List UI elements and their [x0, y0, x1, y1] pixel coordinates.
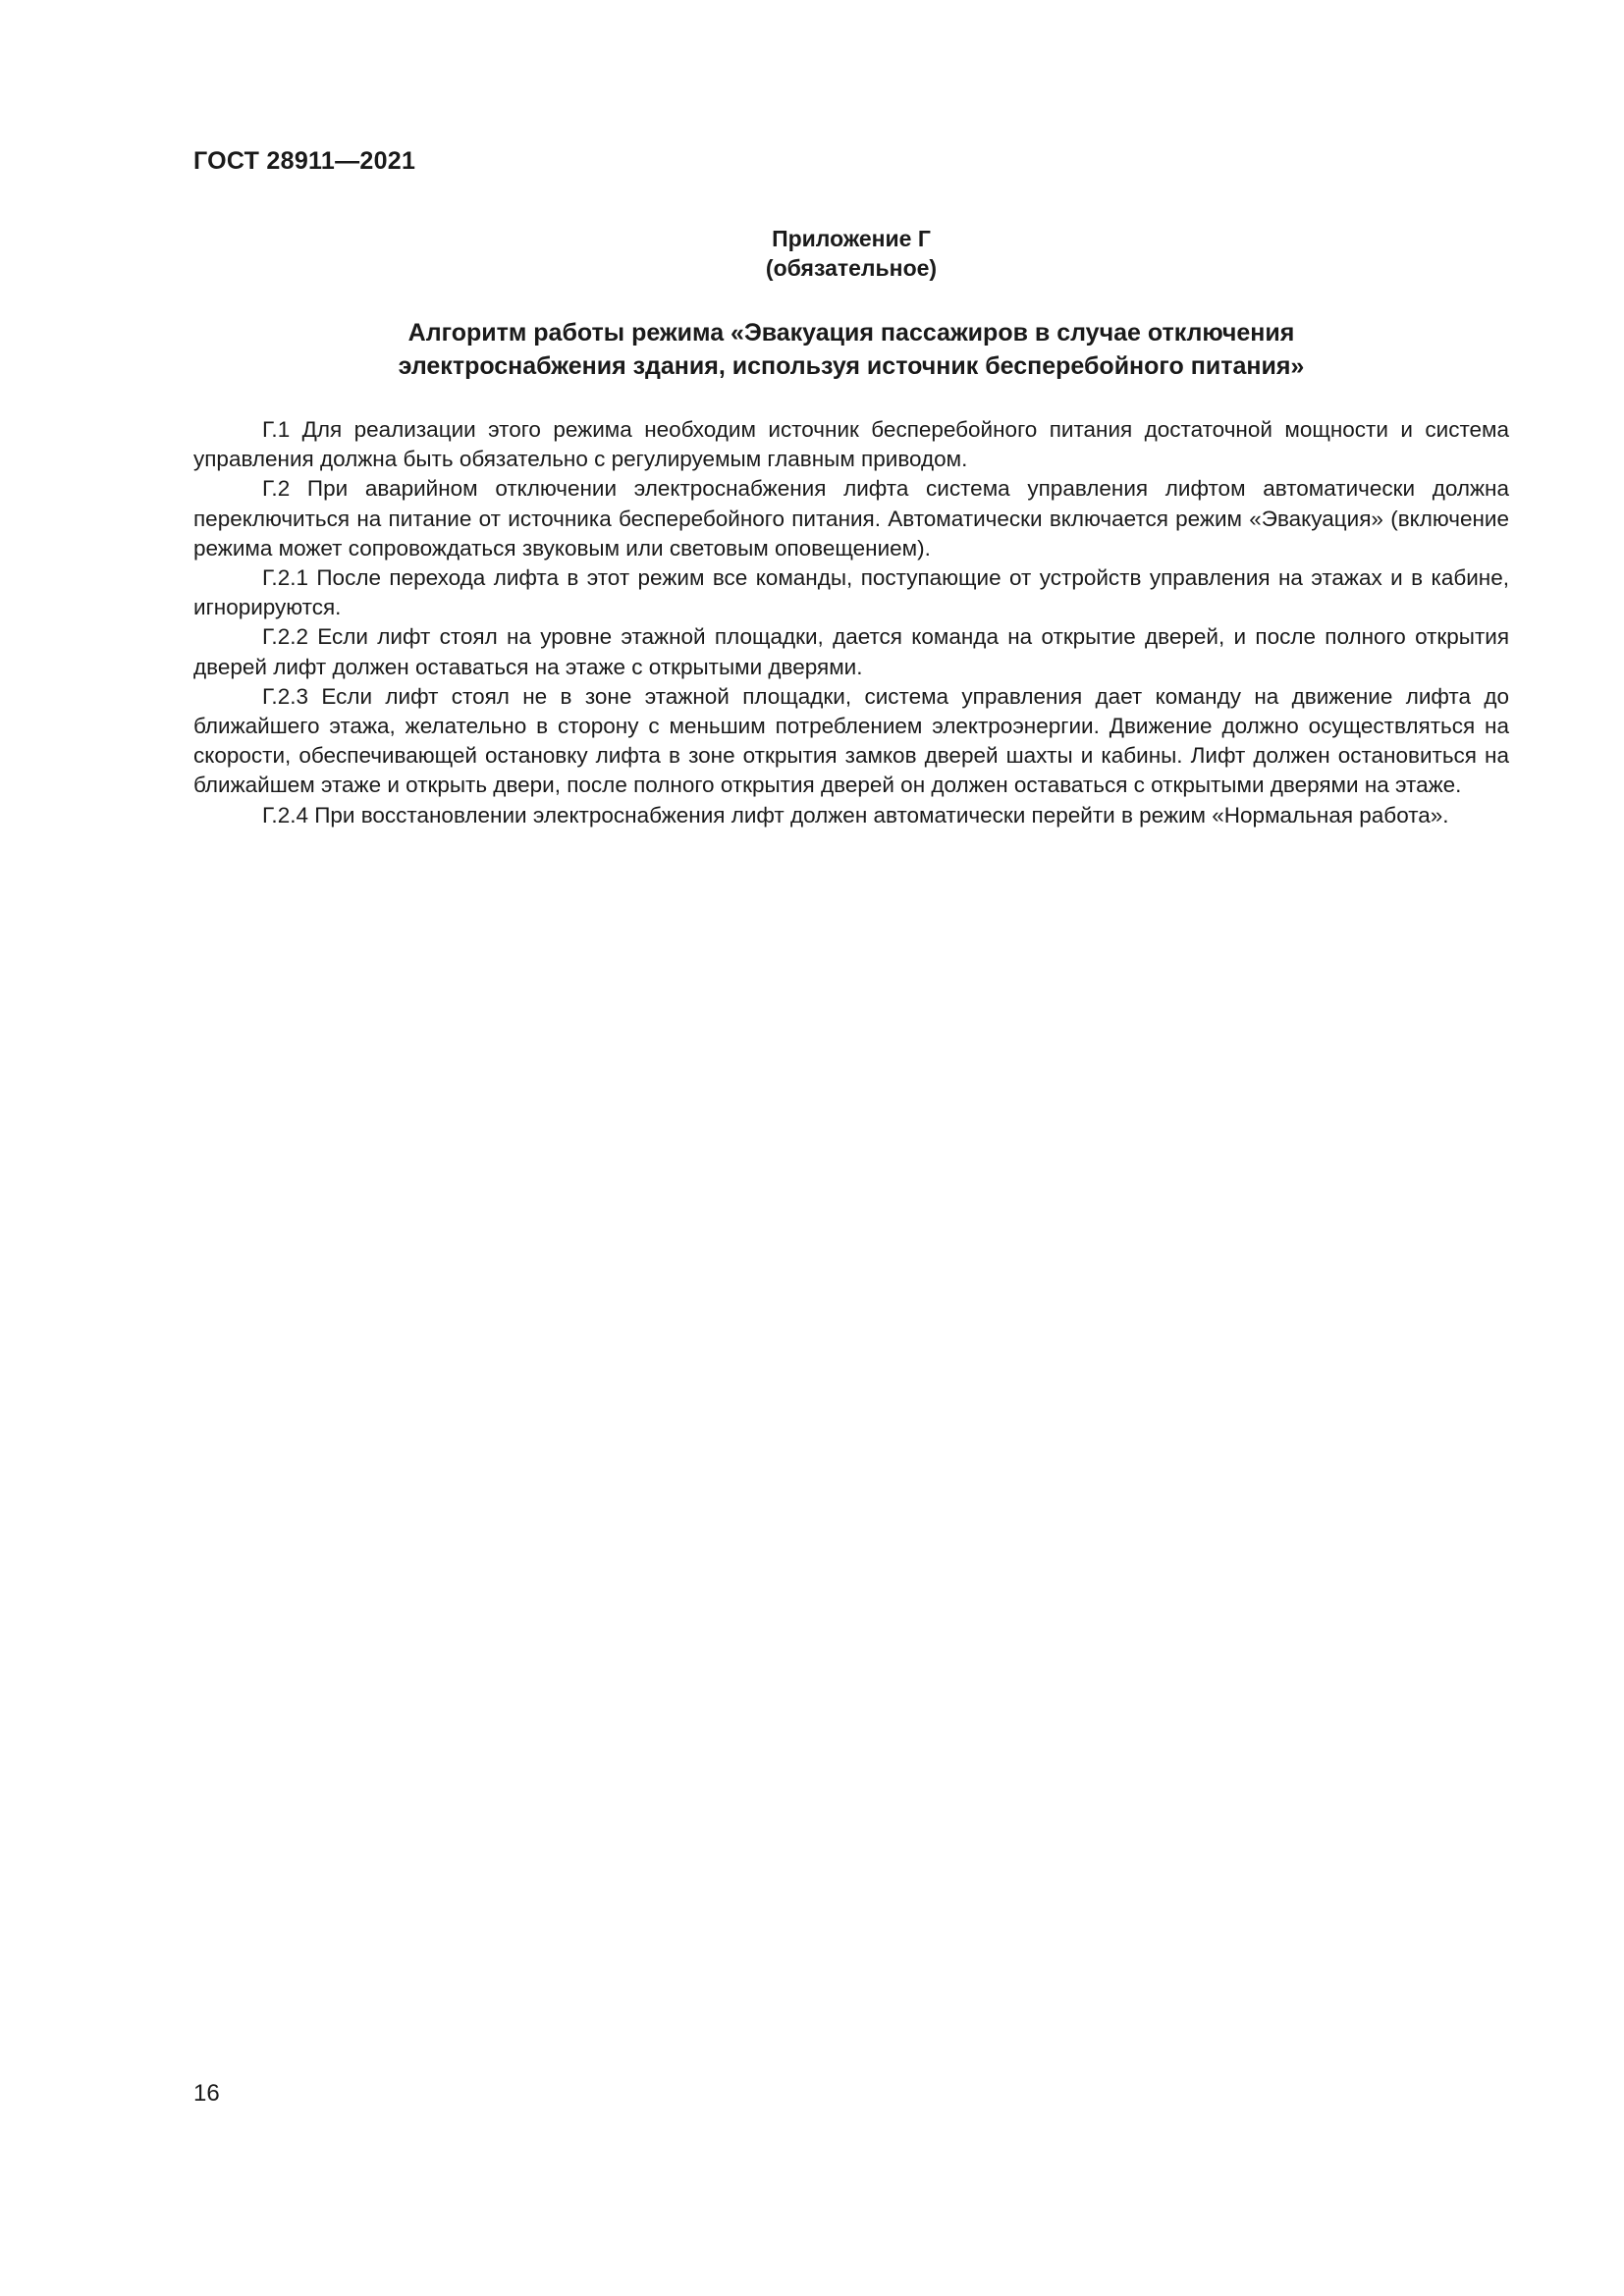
paragraph-g1: Г.1 Для реализации этого режима необходим источник бесперебойного питания достаточной мощности и система управления должна быть обязательно с регулируемым главным приводом. — [193, 417, 1509, 472]
section-title — [193, 316, 1509, 383]
page-number: 16 — [193, 2080, 220, 2107]
paragraph-g2: Г.2 При аварийном отключении электроснабжения лифта система управления лифтом автоматически должна переключиться на питание от источника бесперебойного питания. Автоматически включается режим «Эвакуация» (включение режима может сопровождаться звуковым или световым оповещением). — [193, 476, 1509, 561]
appendix-label: Приложение Г — [772, 226, 931, 251]
body-text — [193, 415, 1509, 830]
section-title-line-2: электроснабжения здания, используя источник бесперебойного питания» — [398, 352, 1305, 380]
paragraph-g2-4: Г.2.4 При восстановлении электроснабжения лифт должен автоматически перейти в режим «Нормальная работа». — [262, 802, 1449, 828]
paragraph-g2-2: Г.2.2 Если лифт стоял на уровне этажной площадки, дается команда на открытие дверей, и после полного открытия дверей лифт должен оставаться на этаже с открытыми дверями. — [193, 624, 1509, 679]
section-title-line-1: Алгоритм работы режима «Эвакуация пассажиров в случае отключения — [407, 319, 1295, 347]
appendix-heading — [193, 224, 1509, 283]
paragraph-g2-1: Г.2.1 После перехода лифта в этот режим все команды, поступающие от устройств управления на этажах и в кабине, игнорируются. — [193, 565, 1509, 620]
standard-designation: ГОСТ 28911—2021 — [193, 147, 416, 175]
paragraph-g2-3: Г.2.3 Если лифт стоял не в зоне этажной площадки, система управления дает команду на движение лифта до ближайшего этажа, желательно в сторону с меньшим потреблением электроэнергии. Движение должно осуществляться на скорости, обеспечивающей остановку лифта в зоне открытия замков дверей шахты и кабины. Лифт должен остановиться на ближайшем этаже и открыть двери, после полного открытия дверей он должен оставаться с открытыми дверями на этаже. — [193, 683, 1509, 798]
appendix-status: (обязательное) — [765, 255, 938, 281]
